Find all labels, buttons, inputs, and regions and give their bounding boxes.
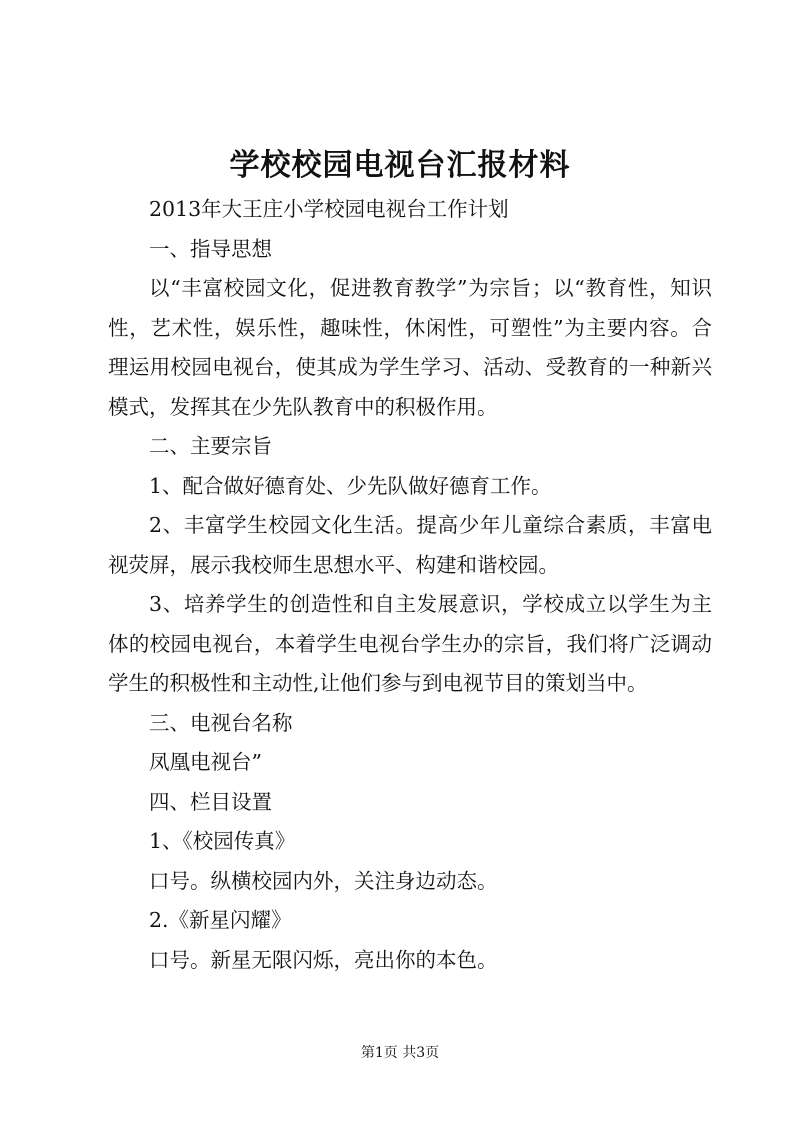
page-footer: 第1页 共3页 <box>360 1045 440 1061</box>
paragraph-plan-heading: 2013年大王庄小学校园电视台工作计划 <box>149 197 509 221</box>
column-slogan-2: 口号。新星无限闪烁，亮出你的本色。 <box>149 947 498 972</box>
column-slogan-1: 口号。纵横校园内外，关注身边动态。 <box>149 868 498 893</box>
list-item-purpose-1: 1、配合做好德育处、少先队做好德育工作。 <box>149 473 552 498</box>
section-heading-station-name: 三、电视台名称 <box>149 710 293 735</box>
paragraph-station-name: 凤凰电视台” <box>149 750 262 774</box>
list-item-purpose-2: 2、丰富学生校园文化生活。提高少年儿童综合素质，丰富电视荧屏，展示我校师生思想水平、构建和谐校园。 <box>108 513 712 577</box>
section-heading-guiding-ideas: 一、指导思想 <box>149 236 272 261</box>
section-heading-columns: 四、栏目设置 <box>149 789 272 814</box>
paragraph-guiding-ideas: 以“丰富校园文化，促进教育教学”为宗旨；以“教育性，知识性，艺术性，娱乐性，趣味性，休闲性，可塑性”为主要内容。合理运用校园电视台，使其成为学生学习、活动、受教育的一种新兴模式，发挥其在少先队教育中的积极作用。 <box>108 276 712 419</box>
column-title-1: 1、《校园传真》 <box>149 829 296 853</box>
list-item-purpose-3: 3、培养学生的创造性和自主发展意识，学校成立以学生为主体的校园电视台，本着学生电视台学生办的宗旨，我们将广泛调动学生的积极性和主动性,让他们参与到电视节目的策划当中。 <box>108 592 712 695</box>
section-heading-main-purpose: 二、主要宗旨 <box>149 434 272 458</box>
column-title-2: 2.《新星闪耀》 <box>149 908 292 932</box>
document-body <box>108 190 712 980</box>
document-title: 学校校园电视台汇报材料 <box>229 148 571 183</box>
